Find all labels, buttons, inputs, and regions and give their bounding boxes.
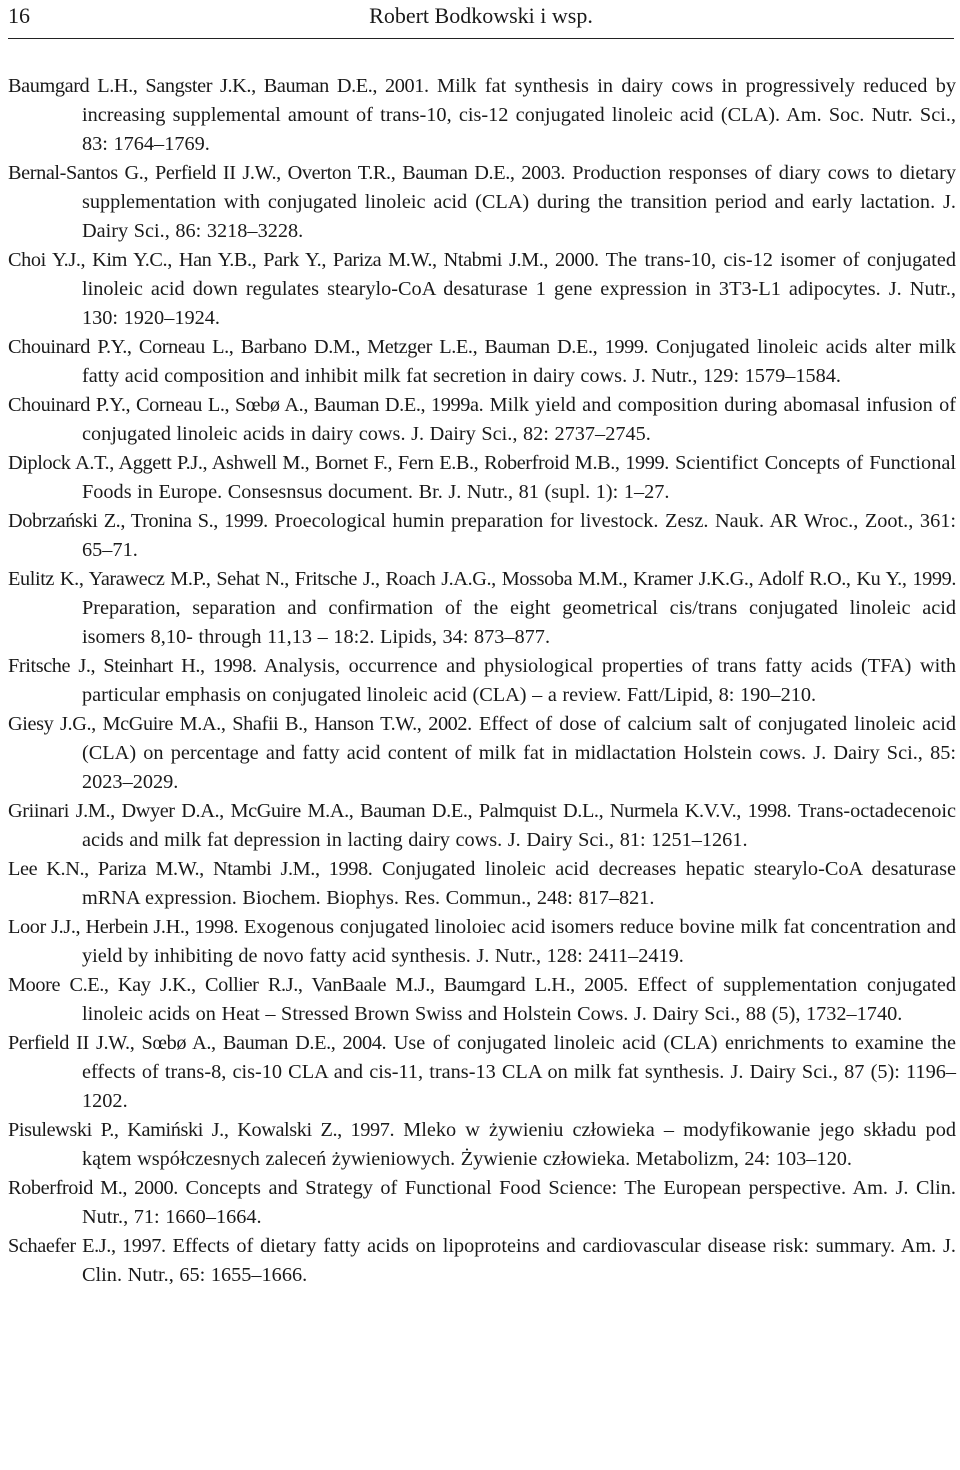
reference-text: Analysis, occurrence and physiological properties of trans fatty acids (TFA) with particular emphasis on conjugated linoleic acid (CLA) – a review. Fatt/Lipid, 8: 190–210.: [82, 655, 957, 706]
reference-text: Use of conjugated linoleic acid (CLA) enrichments to examine the effects of trans-8, cis-10 CLA and cis-11, trans-13 CLA on milk fat synthesis. J. Dairy Sci., 87 (5): 1196–1202.: [82, 1032, 956, 1112]
reference-text: Scientifict Concepts of Functional Foods in Europe. Consesnsus document. Br. J. Nutr., 81 (supl. 1): 1–27.: [82, 452, 956, 503]
reference-authors: Dobrzański Z., Tronina S., 1999.: [8, 510, 268, 532]
reference-text: Mleko w żywieniu człowieka – modyfikowanie jego składu pod kątem współczesnych zaleceń żywieniowych. Żywienie człowieka. Metabolizm, 24: 103–120.: [82, 1119, 956, 1170]
reference-entry: [8, 333, 956, 391]
reference-text: Effect of dose of calcium salt of conjugated linoleic acid (CLA) on percentage and fatty acid content of milk fat in midlactation Holstein cows. J. Dairy Sci., 85: 2023–2029.: [82, 713, 956, 793]
reference-authors: Chouinard P.Y., Corneau L., Sœbø A., Bauman D.E., 1999a.: [8, 394, 484, 416]
reference-authors: Moore C.E., Kay J.K., Collier R.J., VanBaale M.J., Baumgard L.H., 2005.: [8, 974, 628, 996]
reference-authors: Choi Y.J., Kim Y.C., Han Y.B., Park Y., Pariza M.W., Ntabmi J.M., 2000.: [8, 249, 599, 271]
reference-authors: Perfield II J.W., Sœbø A., Bauman D.E., 2004.: [8, 1032, 387, 1054]
reference-text: Preparation, separation and confirmation of the eight geometrical cis/trans conjugated linoleic acid isomers 8,10- through 11,13 – 18:2. Lipids, 34: 873–877.: [82, 597, 956, 648]
reference-text: Effects of dietary fatty acids on lipoproteins and cardiovascular disease risk: summary. Am. J. Clin. Nutr., 65: 1655–1666.: [82, 1235, 956, 1286]
reference-entry: [8, 159, 956, 246]
reference-entry: [8, 507, 956, 565]
reference-text: Concepts and Strategy of Functional Food Science: The European perspective. Am. J. Clin. Nutr., 71: 1660–1664.: [82, 1177, 956, 1228]
reference-authors: Eulitz K., Yarawecz M.P., Sehat N., Fritsche J., Roach J.A.G., Mossoba M.M., Kramer J.K.G., Adolf R.O., Ku Y., 1999.: [8, 568, 956, 590]
running-head: Robert Bodkowski i wsp.: [369, 3, 593, 28]
reference-text: Effect of supplementation conjugated linoleic acids on Heat – Stressed Brown Swiss and Holstein Cows. J. Dairy Sci., 88 (5), 1732–1740.: [82, 974, 957, 1025]
reference-entry: [8, 855, 956, 913]
reference-entry: [8, 913, 956, 971]
reference-text: Conjugated linoleic acids alter milk fatty acid composition and inhibit milk fat secretion in dairy cows. J. Nutr., 129: 1579–1584.: [82, 336, 956, 387]
reference-authors: Diplock A.T., Aggett P.J., Ashwell M., Bornet F., Fern E.B., Roberfroid M.B., 1999.: [8, 452, 669, 474]
reference-entry: [8, 652, 956, 710]
reference-text: Conjugated linoleic acid decreases hepatic stearylo-CoA desaturase mRNA expression. Biochem. Biophys. Res. Commun., 248: 817–821.: [82, 858, 956, 909]
reference-text: The trans-10, cis-12 isomer of conjugated linoleic acid down regulates stearylo-CoA desaturase 1 gene expression in 3T3-L1 adipocytes. J. Nutr., 130: 1920–1924.: [82, 249, 956, 329]
reference-entry: [8, 971, 956, 1029]
reference-text: Production responses of diary cows to dietary supplementation with conjugated linoleic acid (CLA) during the transition period and early lactation. J. Dairy Sci., 86: 3218–3228.: [82, 162, 956, 242]
reference-entry: [8, 391, 956, 449]
reference-authors: Lee K.N., Pariza M.W., Ntambi J.M., 1998.: [8, 858, 373, 880]
reference-list: [8, 72, 956, 1290]
page-header: [8, 0, 954, 39]
reference-entry: [8, 246, 956, 333]
reference-authors: Pisulewski P., Kamiński J., Kowalski Z., 1997.: [8, 1119, 395, 1141]
reference-entry: [8, 565, 956, 652]
reference-entry: [8, 1174, 956, 1232]
reference-text: Proecological humin preparation for livestock. Zesz. Nauk. AR Wroc., Zoot., 361: 65–71.: [82, 510, 956, 561]
reference-entry: [8, 1029, 956, 1116]
reference-authors: Griinari J.M., Dwyer D.A., McGuire M.A., Bauman D.E., Palmquist D.L., Nurmela K.V.V., 1998.: [8, 800, 792, 822]
reference-entry: [8, 1232, 956, 1290]
reference-text: Trans-octadecenoic acids and milk fat depression in lacting dairy cows. J. Dairy Sci., 81: 1251–1261.: [82, 800, 956, 851]
reference-text: Milk yield and composition during abomasal infusion of conjugated linoleic acids in dairy cows. J. Dairy Sci., 82: 2737–2745.: [82, 394, 956, 445]
reference-authors: Loor J.J., Herbein J.H., 1998.: [8, 916, 239, 938]
reference-entry: [8, 1116, 956, 1174]
reference-text: Exogenous conjugated linoloiec acid isomers reduce bovine milk fat concentration and yield by inhibiting de novo fatty acid synthesis. J. Nutr., 128: 2411–2419.: [82, 916, 956, 967]
reference-authors: Fritsche J., Steinhart H., 1998.: [8, 655, 257, 677]
reference-authors: Baumgard L.H., Sangster J.K., Bauman D.E., 2001.: [8, 75, 429, 97]
reference-text: Milk fat synthesis in dairy cows in progressively reduced by increasing supplemental amount of trans-10, cis-12 conjugated linoleic acid (CLA). Am. Soc. Nutr. Sci., 83: 1764–1769.: [82, 75, 956, 155]
reference-authors: Schaefer E.J., 1997.: [8, 1235, 166, 1257]
reference-entry: [8, 710, 956, 797]
reference-authors: Giesy J.G., McGuire M.A., Shafii B., Hanson T.W., 2002.: [8, 713, 472, 735]
reference-authors: Chouinard P.Y., Corneau L., Barbano D.M., Metzger L.E., Bauman D.E., 1999.: [8, 336, 649, 358]
reference-authors: Bernal-Santos G., Perfield II J.W., Overton T.R., Bauman D.E., 2003.: [8, 162, 566, 184]
reference-entry: [8, 72, 956, 159]
reference-entry: [8, 449, 956, 507]
page-number: 16: [8, 3, 30, 28]
reference-entry: [8, 797, 956, 855]
reference-authors: Roberfroid M., 2000.: [8, 1177, 178, 1199]
